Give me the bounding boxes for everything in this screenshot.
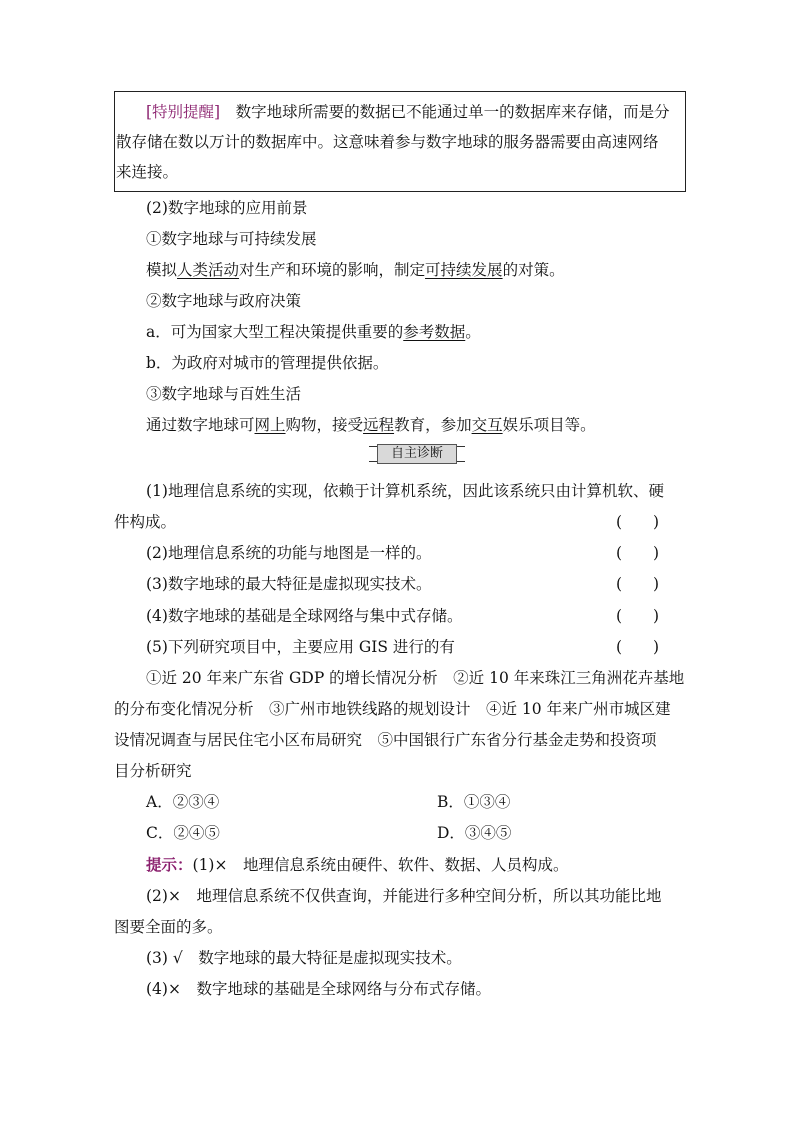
hint-4: (4)× 数字地球的基础是全球网络与分布式存储。: [146, 980, 491, 998]
answer-paren-1: ( ): [616, 513, 660, 531]
reminder-line-2: 散存储在数以万计的数据库中。这意味着参与数字地球的服务器需要由高速网络: [116, 133, 659, 151]
item-1-title: ①数字地球与可持续发展: [146, 230, 317, 248]
item-3-text: 通过数字地球可网上购物，接受远程教育，参加交互娱乐项目等。: [146, 416, 596, 434]
hint-2-line-1: (2)× 地理信息系统不仅供查询，并能进行多种空间分析，所以其功能比地: [146, 887, 662, 905]
reminder-tag: [特别提醒]: [146, 103, 221, 121]
hint-3: (3) √ 数字地球的最大特征是虚拟现实技术。: [146, 949, 462, 967]
section-title: (2)数字地球的应用前景: [146, 199, 308, 217]
option-d: D．③④⑤: [437, 824, 512, 842]
reminder-line-3: 来连接。: [116, 163, 179, 181]
question-2: (2)地理信息系统的功能与地图是一样的。: [146, 544, 432, 562]
item-2-title: ②数字地球与政府决策: [146, 292, 302, 310]
answer-paren-5: ( ): [616, 638, 660, 656]
self-diagnosis-banner: [369, 444, 465, 464]
item-2-b: b．为政府对城市的管理提供依据。: [146, 354, 389, 372]
reminder-line-1: [特别提醒] 数字地球所需要的数据已不能通过单一的数据库来存储，而是分: [146, 103, 670, 121]
question-1-line-1: (1)地理信息系统的实现，依赖于计算机系统，因此该系统只由计算机软、硬: [146, 482, 664, 500]
question-5-line-4: 目分析研究: [114, 762, 192, 780]
question-5: (5)下列研究项目中，主要应用 GIS 进行的有: [146, 638, 455, 656]
hint-label: 提示：: [146, 855, 193, 874]
hint-1: 提示：(1)× 地理信息系统由硬件、软件、数据、人员构成。: [146, 855, 569, 874]
item-1-text: 模拟人类活动对生产和环境的影响，制定可持续发展的对策。: [146, 261, 565, 279]
item-3-title: ③数字地球与百姓生活: [146, 385, 302, 403]
option-b: B．①③④: [437, 793, 511, 811]
option-c: C．②④⑤: [146, 824, 220, 842]
answer-paren-2: ( ): [616, 544, 660, 562]
item-2-a: a．可为国家大型工程决策提供重要的参考数据。: [146, 323, 481, 341]
option-a: A．②③④: [146, 793, 220, 811]
hint-2-line-2: 图要全面的多。: [114, 918, 223, 936]
question-5-line-3: 设情况调查与居民住宅小区布局研究 ⑤中国银行广东省分行基金走势和投资项: [114, 731, 657, 749]
question-4: (4)数字地球的基础是全球网络与集中式存储。: [146, 607, 463, 625]
banner-label: 自主诊断: [377, 444, 457, 464]
question-1-line-2: 件构成。: [114, 513, 177, 531]
question-3: (3)数字地球的最大特征是虚拟现实技术。: [146, 575, 432, 593]
question-5-line-2: 的分布变化情况分析 ③广州市地铁线路的规划设计 ④近 10 年来广州市城区建: [114, 700, 671, 718]
answer-paren-3: ( ): [616, 575, 660, 593]
answer-paren-4: ( ): [616, 607, 660, 625]
question-5-line-1: ①近 20 年来广东省 GDP 的增长情况分析 ②近 10 年来珠江三角洲花卉基地: [146, 669, 685, 687]
